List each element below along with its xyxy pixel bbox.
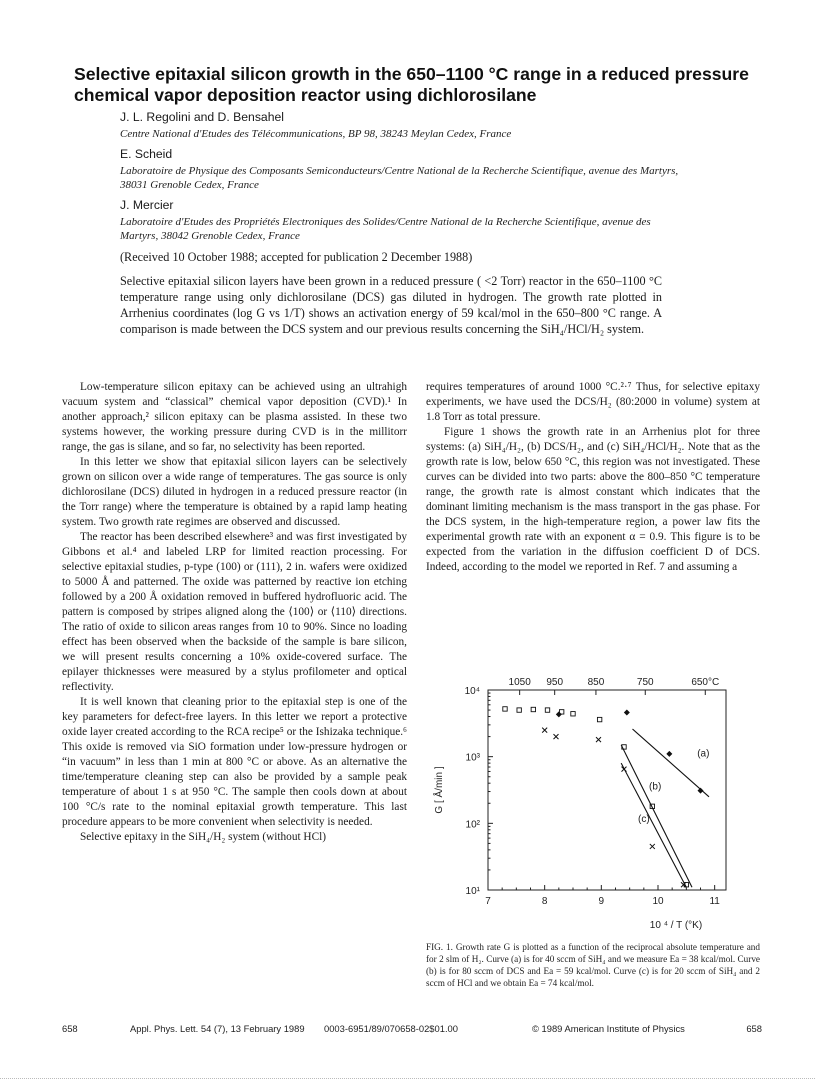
affiliation-1: Centre National d'Etudes des Télécommunications, BP 98, 38243 Meylan Cedex, France bbox=[120, 128, 512, 140]
x-tick-label: 7 bbox=[485, 896, 491, 907]
author-names-3: J. Mercier bbox=[120, 198, 174, 212]
data-point-b bbox=[545, 708, 549, 712]
data-point-a bbox=[698, 788, 704, 794]
arrhenius-plot bbox=[426, 672, 760, 940]
body-column-left bbox=[62, 380, 407, 845]
journal-citation: Appl. Phys. Lett. 54 (7), 13 February 1989 bbox=[130, 1023, 305, 1034]
curve-label-c: (c) bbox=[637, 813, 650, 825]
y-tick-label: 10⁴ bbox=[464, 686, 480, 697]
page-number-left: 658 bbox=[62, 1023, 78, 1034]
top-tick-label: 1050 bbox=[508, 677, 531, 688]
paragraph: In this letter we show that epitaxial silicon layers can be selectively grown on silicon over a wide range of temperatures. The gas source is only dichlorosilane (DCS) diluted in hydrogen in a reduced pressure reactor (in the Torr range) where the temperature is obtained by a rapid lamp heating system. Two growth rate regimes are observed and discussed. bbox=[62, 456, 407, 528]
paragraph: Figure 1 shows the growth rate in an Arrhenius plot for three systems: (a) SiH₄/H₂, (b) DCS/H₂, and (c) SiH₄/HCl/H₂. Note that as the growth rate is low, below 650 °C, this region was not investigated. These curves can be divided into two parts: above the 800–850 °C temperature range, the growth rate is almost constant which indicates that the dominant limiting mechanism is the mass transport in the gas phase. For the DCS system, in the high-temperature region, a power law fits the experimental growth rate with an exponent α = 0.9. This figure is to be expected from the variation in the diffusion coefficient D of DCS. Indeed, according to the model we reported in Ref. 7 and assuming a bbox=[426, 426, 760, 573]
data-point-a bbox=[666, 751, 672, 757]
x-tick-label: 8 bbox=[541, 896, 548, 907]
data-point-b bbox=[503, 707, 507, 711]
plot-frame bbox=[488, 690, 726, 890]
paragraph: Selective epitaxy in the SiH₄/H₂ system (without HCl) bbox=[80, 831, 327, 843]
paragraph: It is well known that cleaning prior to the epitaxial step is one of the key parameters for defect-free layers. In this letter we report a protective oxide layer created according to the RCA recipe⁵ or the Ishizaka technique.⁶ This oxide is removed via SiO formation under low-pressure hydrogen or “in vacuum” in less than 1 min at 800 °C or above. As an alternative the time/temperature cleaning step can also be provided by a sample peak temperature of about 1 s at 950 °C. The sample then cools down at about 100 °C/s rate to the nominal epitaxial growth temperature. This last procedure appears to be more convenient when selectivity is needed. bbox=[62, 696, 407, 828]
article-title: Selective epitaxial silicon growth in the 650–1100 °C range in a reduced pressure chemical vapor deposition reactor using dichlorosilane bbox=[74, 64, 749, 105]
data-point-c bbox=[554, 734, 559, 739]
article-code: 0003-6951/89/070658-02$01.00 bbox=[324, 1023, 458, 1034]
author-names-2: E. Scheid bbox=[120, 147, 173, 161]
data-point-c bbox=[650, 844, 655, 849]
data-point-c bbox=[596, 737, 601, 742]
x-tick-label: 9 bbox=[598, 896, 605, 907]
affiliation-2: Laboratoire de Physique des Composants Semiconducteurs/Centre National de la Recherche Scientifique, avenue des Martyrs, 38031 Grenoble Cedex, France bbox=[120, 165, 679, 191]
fit-line-a bbox=[633, 729, 710, 797]
y-tick-label: 10³ bbox=[465, 752, 480, 764]
affiliation-3: Laboratoire d'Etudes des Propriétés Electroniques des Solides/Centre National de la Recherche Scientifique, avenue des Martyrs, 38042 Grenoble Cedex, France bbox=[120, 216, 651, 242]
copyright: © 1989 American Institute of Physics bbox=[532, 1023, 685, 1034]
data-point-b bbox=[517, 708, 521, 712]
x-tick-label: 11 bbox=[709, 896, 720, 907]
page-number-right: 658 bbox=[746, 1023, 762, 1034]
y-tick-label: 10² bbox=[465, 819, 480, 831]
x-axis-label: 10 ⁴ / T (°K) bbox=[649, 920, 703, 931]
top-tick-label: 950 bbox=[546, 677, 564, 688]
y-axis-label: G [ Å/min ] bbox=[434, 766, 445, 814]
paragraph: requires temperatures of around 1000 °C.²·⁷ Thus, for selective epitaxy experiments, we have used the DCS/H₂ (80:2000 in volume) system at 1.8 Torr as total pressure. bbox=[426, 381, 760, 423]
figure-caption: FIG. 1. Growth rate G is plotted as a function of the reciprocal absolute temperature and for 2 slm of H₂. Curve (a) is for 40 sccm of SiH₄ and we measure Ea = 38 kcal/mol. Curve (b) is for 80 sccm of DCS and Ea = 59 kcal/mol. Curve (c) is for 20 sccm of SiH₄ and 2 sccm of HCl and we obtain Ea = 74 kcal/mol. bbox=[426, 942, 760, 988]
y-tick-label: 10¹ bbox=[465, 886, 480, 897]
curve-label-a: (a) bbox=[697, 748, 710, 760]
curve-label-b: (b) bbox=[649, 781, 662, 793]
data-point-a bbox=[624, 709, 630, 715]
author-names-1: J. L. Regolini and D. Bensahel bbox=[120, 110, 284, 124]
received-dates: (Received 10 October 1988; accepted for publication 2 December 1988) bbox=[120, 250, 473, 264]
x-tick-label: 10 bbox=[652, 896, 664, 907]
body-column-right bbox=[426, 380, 760, 575]
top-tick-label: 850 bbox=[587, 677, 605, 688]
data-point-c bbox=[542, 728, 547, 733]
paragraph: The reactor has been described elsewhere³ and was first investigated by Gibbons et al.⁴ and labeled LRP for limited reaction processing. For selective epitaxial studies, p-type (100) or (111), 2 in. wafers were oxidized to 5000 Å and patterned. The oxide was patterned by reactive ion etching followed by a 200 Å oxidation removed in buffered hydrofluoric acid. The pattern is composed by stripes aligned along the ⟨100⟩ or ⟨110⟩ directions. The ratio of oxide to silicon areas ranges from 10 to 90%. Since no loading effect has been observed when the backside of the sample is bare silicon, we will present results concerning a 10% oxide-covered surface. The epilayer thicknesses were measured by a stylus profilometer and optical reflectivity. bbox=[62, 531, 407, 693]
top-tick-label: 650°C bbox=[691, 677, 720, 688]
data-point-b bbox=[531, 707, 535, 711]
page-footer bbox=[62, 1023, 762, 1037]
data-point-b bbox=[597, 717, 601, 721]
abstract: Selective epitaxial silicon layers have been grown in a reduced pressure ( <2 Torr) reactor in the 650–1100 °C temperature range using only dichlorosilane (DCS) gas diluted in hydrogen. The growth rate plotted in Arrhenius coordinates (log G vs 1/T) shows an activation energy of 59 kcal/mol in the 650–800 °C range. A comparison is made between the DCS system and our previous results concerning the SiH₄/HCl/H₂ system. bbox=[120, 274, 662, 336]
paragraph: Low-temperature silicon epitaxy can be achieved using an ultrahigh vacuum system and “classical” chemical vapor deposition (CVD).¹ In another approach,² silicon epitaxy can be plasma assisted. In these two systems however, the working pressure during CVD is in the millitorr range, the gas is silane, and so far, no selectivity has been reported. bbox=[62, 381, 407, 453]
scan-edge-line bbox=[0, 1078, 815, 1079]
figure-1 bbox=[426, 672, 760, 940]
author-block bbox=[120, 110, 680, 249]
data-point-b bbox=[571, 712, 575, 716]
top-tick-label: 750 bbox=[636, 677, 654, 688]
fit-line-b bbox=[621, 745, 692, 887]
